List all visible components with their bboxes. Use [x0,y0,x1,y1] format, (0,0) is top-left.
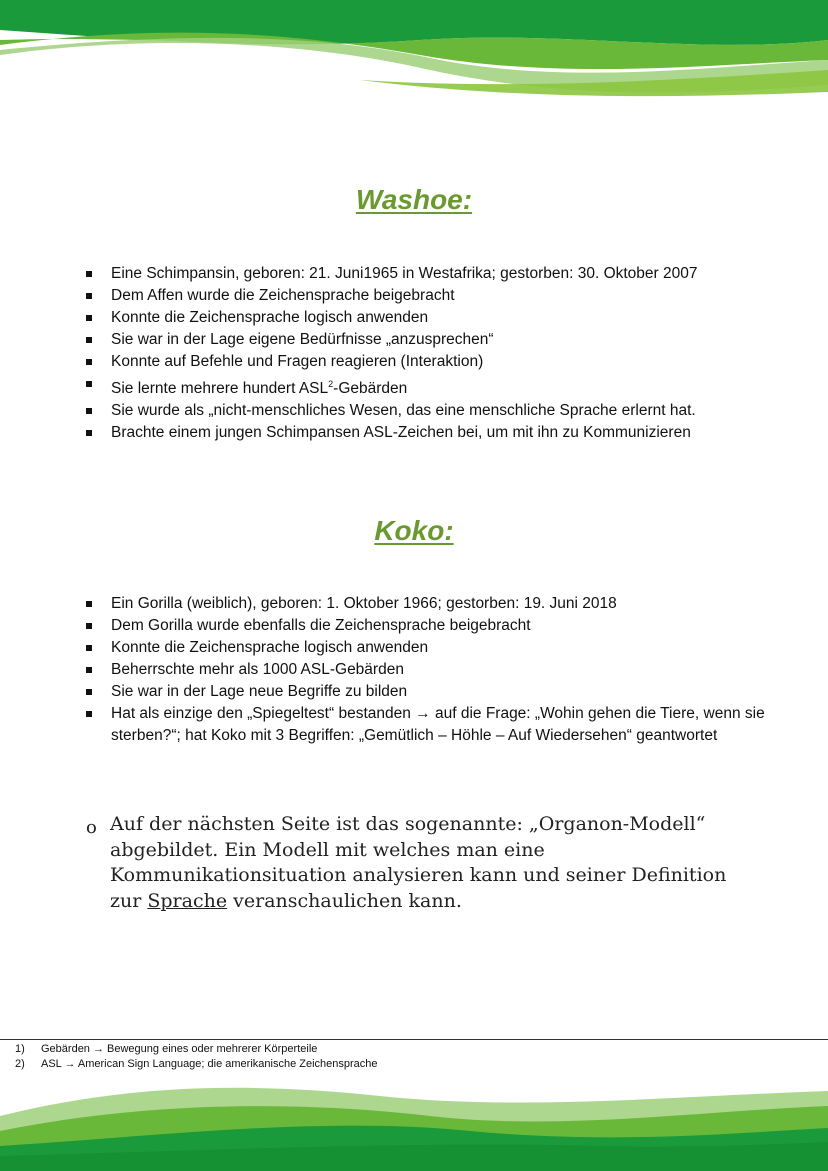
list-item: Konnte auf Befehle und Fragen reagieren (Interaktion) [86,351,766,373]
footnote-ref: 2 [328,379,334,389]
list-item: Dem Gorilla wurde ebenfalls die Zeichensprache beigebracht [86,615,766,637]
list-item: Dem Affen wurde die Zeichensprache beigebracht [86,285,766,307]
list-item: Konnte die Zeichensprache logisch anwenden [86,307,766,329]
list-item: Hat als einzige den „Spiegeltest“ bestanden → auf die Frage: „Wohin gehen die Tiere, wenn sie sterben?“; hat Koko mit 3 Begriffen: „Gemütlich – Höhle – Auf Wiedersehen“ geantwortet [86,703,766,747]
footnote-1: 1) Gebärden → Bewegung eines oder mehrerer Körperteile [15,1043,318,1055]
list-item: Sie wurde als „nicht-menschliches Wesen, das eine menschliche Sprache erlernt hat. [86,400,766,422]
asl-item-suffix: -Gebärden [333,380,408,398]
washoe-facts-list [86,263,766,444]
note-text: Auf der nächsten Seite ist das sogenannte: „Organon-Modell“ abgebildet. Ein Modell mit welches man eine Kommunikationsituation analysieren kann und seiner Definition zur Sprache veranschaulichen kann. [110,813,727,912]
list-item [86,373,766,400]
header-wave-decoration [0,0,828,110]
list-item: Sie war in der Lage eigene Bedürfnisse „anzusprechen“ [86,329,766,351]
asl-item-text: Sie lernte mehrere hundert ASL [111,380,329,398]
footnotes [15,1042,378,1072]
footnote-2: 2) ASL → American Sign Language; die amerikanische Zeichensprache [15,1058,378,1070]
underlined-word: Sprache [147,889,228,912]
koko-facts-list [86,593,766,747]
list-item: Eine Schimpansin, geboren: 21. Juni1965 in Westafrika; gestorben: 30. Oktober 2007 [86,263,766,285]
koko-heading: Koko: [374,515,454,546]
footnote-divider [0,1039,828,1040]
list-item: Brachte einem jungen Schimpansen ASL-Zeichen bei, um mit ihn zu Kommunizieren [86,422,766,444]
organon-model-note [86,812,746,914]
list-item: Beherrschte mehr als 1000 ASL-Gebärden [86,659,766,681]
list-item: Konnte die Zeichensprache logisch anwenden [86,637,766,659]
footer-wave-decoration [0,1076,828,1171]
circle-bullet-icon: o [86,817,97,838]
washoe-heading: Washoe: [355,184,473,215]
list-item: Sie war in der Lage neue Begriffe zu bilden [86,681,766,703]
list-item: Ein Gorilla (weiblich), geboren: 1. Oktober 1966; gestorben: 19. Juni 2018 [86,593,766,615]
